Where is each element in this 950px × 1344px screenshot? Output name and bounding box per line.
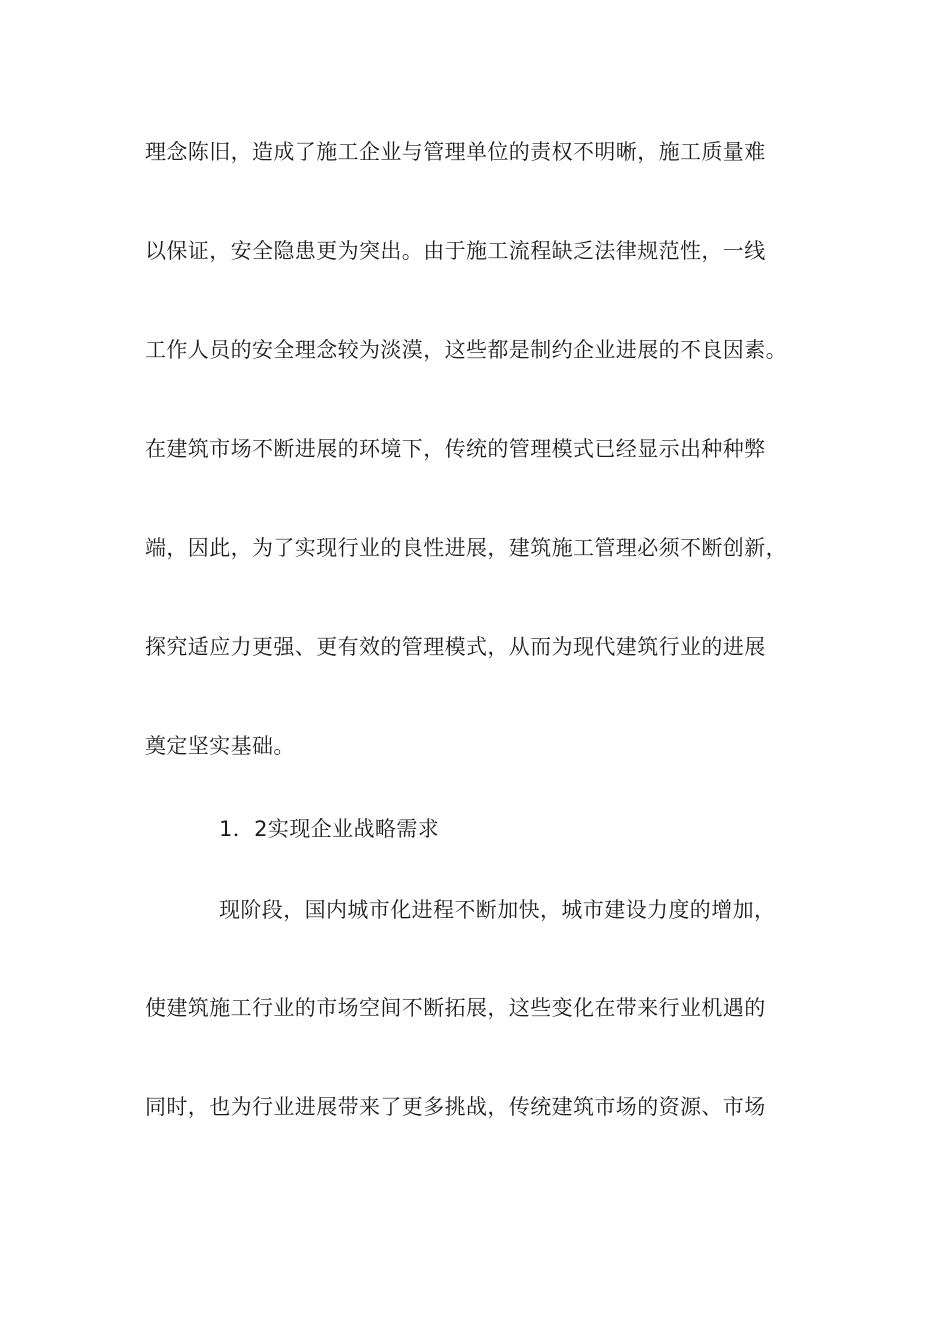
paragraph-line: 同时，也为行业进展带来了更多挑战，传统建筑市场的资源、市场	[145, 1095, 766, 1119]
paragraph-line: 现阶段，国内城市化进程不断加快，城市建设力度的增加，	[219, 898, 776, 922]
paragraph-line: 理念陈旧，造成了施工企业与管理单位的责权不明晰，施工质量难	[145, 140, 766, 164]
paragraph-line: 使建筑施工行业的市场空间不断拓展，这些变化在带来行业机遇的	[145, 996, 766, 1020]
paragraph-line: 奠定坚实基础。	[145, 734, 295, 758]
paragraph-line: 端，因此，为了实现行业的良性进展，建筑施工管理必须不断创新，	[145, 536, 787, 560]
paragraph-line: 探究适应力更强、更有效的管理模式，从而为现代建筑行业的进展	[145, 635, 766, 659]
paragraph-line: 工作人员的安全理念较为淡漠，这些都是制约企业进展的不良因素。	[145, 338, 787, 362]
section-heading: 1．2实现企业战略需求	[219, 817, 440, 841]
paragraph-line: 在建筑市场不断进展的环境下，传统的管理模式已经显示出种种弊	[145, 437, 766, 461]
paragraph-line: 以保证，安全隐患更为突出。由于施工流程缺乏法律规范性，一线	[145, 239, 766, 263]
